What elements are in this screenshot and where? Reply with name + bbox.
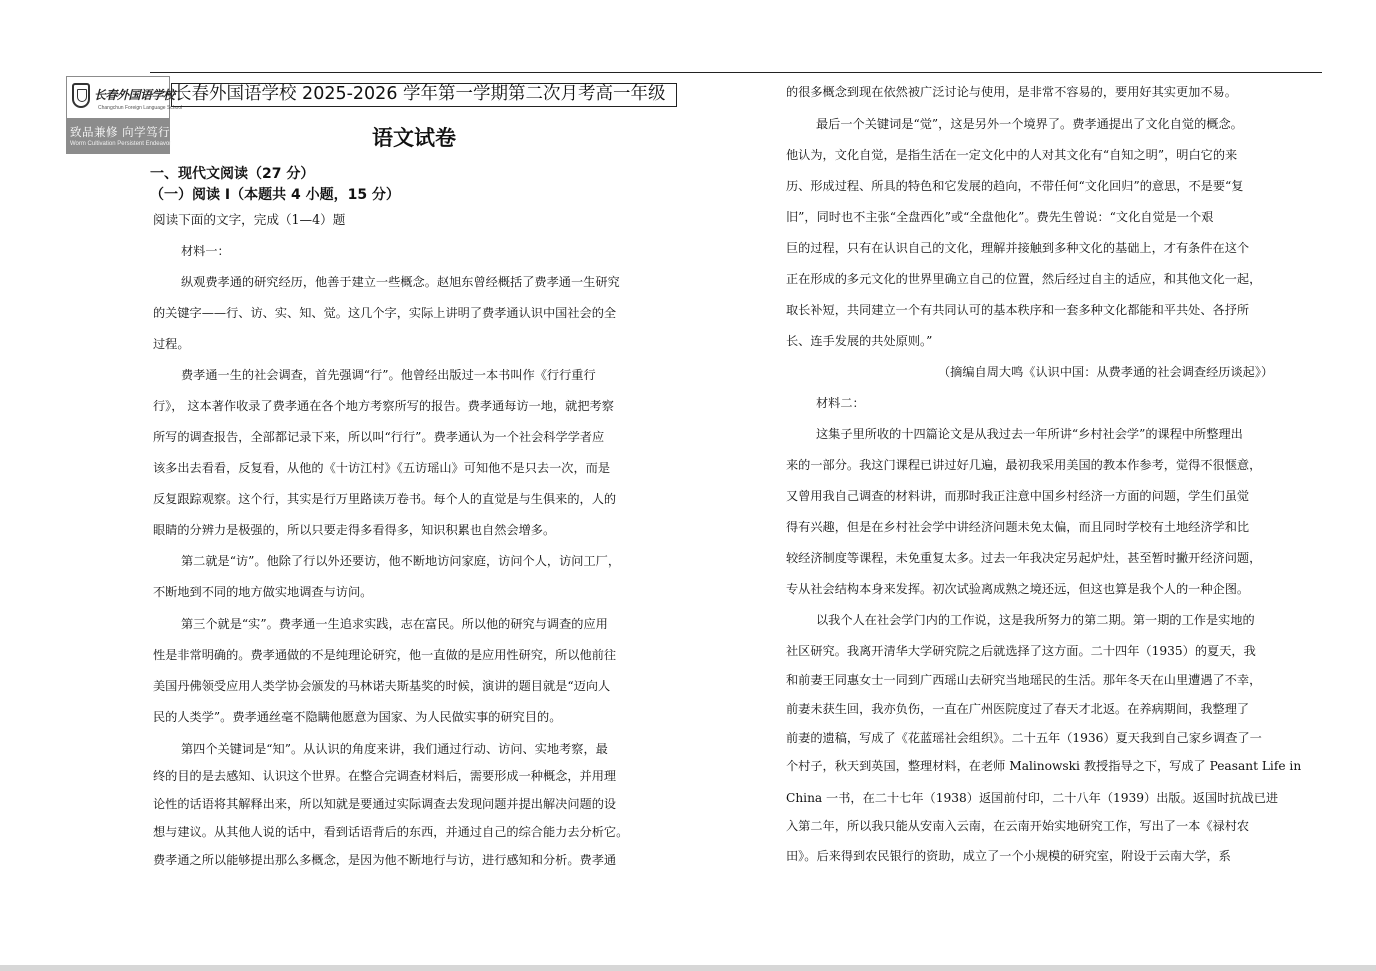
- text-line: 巨的过程，只有在认识自己的文化，理解并接触到多种文化的基础上，才有条件在这个: [786, 241, 1250, 255]
- logo-emblem-area: [67, 77, 183, 118]
- text-line: 较经济制度等课程，未免重复太多。过去一年我决定另起炉灶，甚至暂时撇开经济问题，: [786, 551, 1262, 565]
- text-line: 前妻的遗稿，写成了《花蓝瑶社会组织》。二十五年（1936）夏天我到自己家乡调查了一: [786, 731, 1262, 745]
- text-line: 又曾用我自己调查的材料讲，而那时我正注意中国乡村经济一方面的问题，学生们虽觉: [786, 489, 1250, 503]
- text-line: 正在形成的多元文化的世界里确立自己的位置，然后经过自主的适应，和其他文化一起，: [786, 272, 1262, 286]
- text-line: 第二就是“访”。他除了行以外还要访，他不断地访问家庭，访问个人，访问工厂，: [181, 554, 621, 568]
- page-bottom-edge: [0, 965, 1376, 971]
- paper-title: 语文试卷: [372, 126, 456, 150]
- text-line: 来的一部分。我这门课程已讲过好几遍，最初我采用美国的教本作参考，觉得不很惬意，: [786, 458, 1262, 472]
- school-exam-title: 长春外国语学校 2025-2026 学年第一学期第二次月考高一年级: [171, 83, 677, 107]
- text-line: 想与建议。从其他人说的话中，看到话语背后的东西，并通过自己的综合能力去分析它。: [153, 825, 629, 839]
- text-line: 这集子里所收的十四篇论文是从我过去一年所讲“乡村社会学”的课程中所整理出: [816, 427, 1243, 441]
- text-line: 历、形成过程、所具的特色和它发展的趋向，不带任何“文化回归”的意思，不是要“复: [786, 179, 1244, 193]
- text-line: 长、连手发展的共处原则。”: [786, 334, 933, 348]
- section-heading: 一、现代文阅读（27 分）: [150, 166, 315, 182]
- school-seal-icon: [72, 83, 90, 108]
- text-line: 该多出去看看，反复看，从他的《十访江村》《五访瑶山》可知他不是只去一次，而是: [153, 461, 611, 475]
- text-line: 反复跟踪观察。这个行，其实是行万里路读万卷书。每个人的直觉是与生俱来的，人的: [153, 492, 617, 506]
- text-line: 美国丹佛领受应用人类学协会颁发的马林诺夫斯基奖的时候，演讲的题目就是“迈向人: [153, 679, 611, 693]
- text-line: 最后一个关键词是“觉”，这是另外一个境界了。费孝通提出了文化自觉的概念。: [816, 117, 1243, 131]
- text-line: 纵观费孝通的研究经历，他善于建立一些概念。赵旭东曾经概括了费孝通一生研究: [181, 275, 620, 289]
- text-line: 取长补短，共同建立一个有共同认可的基本秩序和一套多种文化都能和平共处、各抒所: [786, 303, 1250, 317]
- text-line: 他认为，文化自觉，是指生活在一定文化中的人对其文化有“自知之明”，明白它的来: [786, 148, 1238, 162]
- text-line: 民的人类学”。费孝通丝毫不隐瞒他愿意为国家、为人民做实事的研究目的。: [153, 710, 562, 724]
- text-line: China 一书，在二十七年（1938）返国前付印，二十八年（1939）出版。返国时抗战已进: [786, 791, 1279, 805]
- material-label: 材料一：: [181, 244, 230, 258]
- text-line: 过程。: [153, 337, 190, 351]
- reading-instruction: 阅读下面的文字，完成（1—4）题: [153, 212, 346, 227]
- text-line: 的很多概念到现在依然被广泛讨论与使用，是非常不容易的，要用好其实更加不易。: [786, 85, 1237, 99]
- logo-motto: 致品兼修 向学笃行: [70, 125, 171, 139]
- text-line: 第四个关键词是“知”。从认识的角度来讲，我们通过行动、访问、实地考察，最: [181, 742, 608, 756]
- text-line: 以我个人在社会学门内的工作说，这是我所努力的第二期。第一期的工作是实地的: [816, 613, 1255, 627]
- text-line: 不断地到不同的地方做实地调查与访问。: [153, 585, 373, 599]
- section-subheading: （一）阅读 I（本题共 4 小题，15 分）: [150, 187, 400, 203]
- text-line: 个村子，秋天到英国，整理材料，在老师 Malinowski 教授指导之下，写成了 Peasant Life in: [786, 759, 1302, 773]
- logo-motto-en: Worm Cultivation Persistent Endeavor: [70, 141, 172, 147]
- text-line: 社区研究。我离开清华大学研究院之后就选择了这方面。二十四年（1935）的夏天，我: [786, 644, 1256, 658]
- school-logo: [66, 76, 183, 154]
- source-citation: （摘编自周大鸣《认识中国：从费孝通的社会调查经历谈起》）: [938, 365, 1274, 379]
- logo-school-name-en: Changchun Foreign Language School: [98, 105, 183, 111]
- text-line: 入第二年，所以我只能从安南入云南，在云南开始实地研究工作，写出了一本《禄村农: [786, 819, 1250, 833]
- text-line: 行》， 这本著作收录了费孝通在各个地方考察所写的报告。费孝通每访一地，就把考察: [153, 399, 614, 413]
- text-line: 性是非常明确的。费孝通做的不是纯理论研究，他一直做的是应用性研究，所以他前往: [153, 648, 617, 662]
- logo-school-name: 长春外国语学校: [94, 88, 175, 102]
- text-line: 前妻未获生回，我亦负伤，一直在广州医院度过了春天才北返。在养病期间，我整理了: [786, 702, 1250, 716]
- text-line: 的关键字——行、访、实、知、觉。这几个字，实际上讲明了费孝通认识中国社会的全: [153, 306, 617, 320]
- text-line: 论性的话语将其解释出来，所以知就是要通过实际调查去发现问题并提出解决问题的设: [153, 797, 617, 811]
- text-line: 费孝通之所以能够提出那么多概念，是因为他不断地行与访，进行感知和分析。费孝通: [153, 853, 617, 867]
- material-label: 材料二：: [816, 396, 865, 410]
- text-line: 所写的调查报告，全部都记录下来，所以叫“行行”。费孝通认为一个社会科学学者应: [153, 430, 605, 444]
- text-line: 旧”，同时也不主张“全盘西化”或“全盘他化”。费先生曾说：“文化自觉是一个艰: [786, 210, 1214, 224]
- text-line: 专从社会结构本身来发挥。初次试验离成熟之境还远，但这也算是我个人的一种企图。: [786, 582, 1250, 596]
- text-line: 和前妻王同惠女士一同到广西瑶山去研究当地瑶民的生活。那年冬天在山里遭遇了不幸，: [786, 673, 1262, 687]
- text-line: 第三个就是“实”。费孝通一生追求实践，志在富民。所以他的研究与调查的应用: [181, 617, 608, 631]
- text-line: 眼睛的分辨力是极强的，所以只要走得多看得多，知识积累也自然会增多。: [153, 523, 556, 537]
- text-line: 田》。后来得到农民银行的资助，成立了一个小规模的研究室，附设于云南大学，系: [786, 849, 1231, 863]
- text-line: 费孝通一生的社会调查，首先强调“行”。他曾经出版过一本书叫作《行行重行: [181, 368, 596, 382]
- header-rule: [150, 72, 1322, 73]
- text-line: 终的目的是去感知、认识这个世界。在整合完调查材料后，需要形成一种概念，并用理: [153, 769, 617, 783]
- text-line: 得有兴趣，但是在乡村社会学中讲经济问题未免太偏，而且同时学校有土地经济学和比: [786, 520, 1250, 534]
